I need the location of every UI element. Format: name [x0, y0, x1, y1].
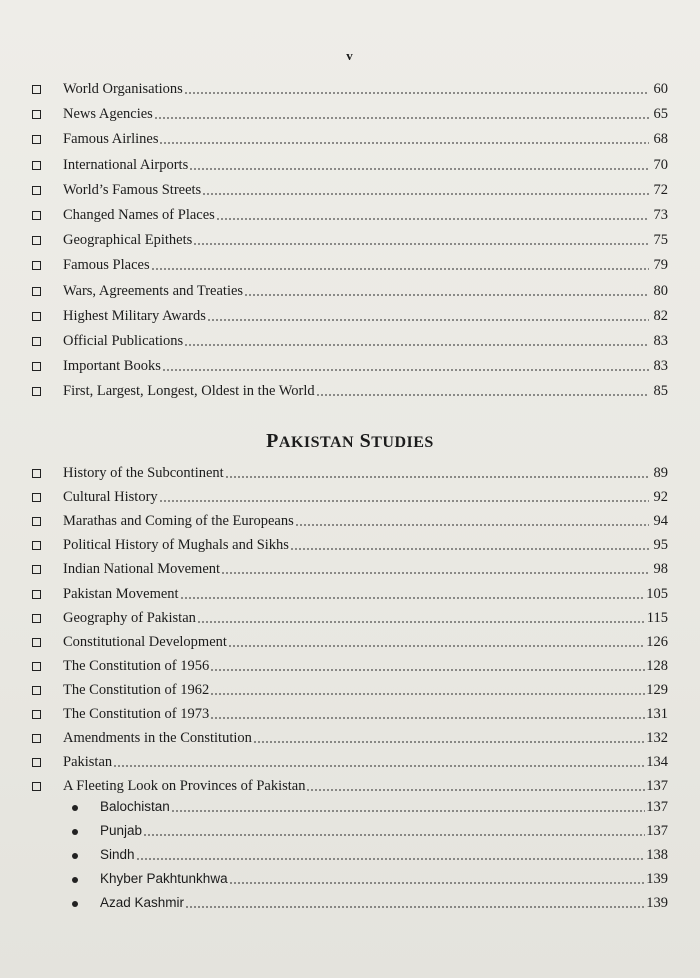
section-heading: [0, 430, 700, 453]
entry-page-number: 73: [653, 207, 668, 223]
entry-page-number: 68: [653, 131, 668, 148]
entry-page-number: 131: [646, 706, 668, 722]
entry-title: Cultural History: [63, 489, 158, 506]
dot-leader: [184, 92, 649, 94]
bullet-icon: [72, 805, 78, 811]
entry-title: Balochistan: [100, 799, 170, 814]
dot-leader: [197, 621, 646, 623]
dot-leader: [210, 717, 645, 719]
toc-subentry: [32, 868, 668, 888]
toc-entry: [32, 727, 668, 747]
entry-page-number: 83: [653, 358, 668, 375]
dot-leader: [253, 741, 645, 743]
entry-title: Highest Military Awards: [63, 307, 206, 324]
entry-title: Marathas and Coming of the Europeans: [63, 513, 294, 530]
dot-leader: [295, 524, 649, 526]
checkbox-icon: [32, 186, 41, 195]
entry-page-number: 60: [653, 81, 668, 97]
checkbox-icon: [32, 85, 41, 94]
checkbox-icon: [32, 686, 41, 695]
checkbox-icon: [32, 337, 41, 346]
entry-page-number: 94: [653, 513, 668, 530]
toc-entry: [32, 254, 668, 274]
dot-leader: [154, 117, 649, 119]
dot-leader: [202, 193, 649, 195]
toc-entry: [32, 78, 668, 98]
entry-page-number: 134: [646, 754, 668, 771]
toc-entry: [32, 229, 668, 249]
dot-leader: [306, 789, 645, 791]
dot-leader: [193, 243, 649, 245]
entry-title: Azad Kashmir: [100, 895, 185, 910]
toc-entry: [32, 631, 668, 651]
checkbox-icon: [32, 362, 41, 371]
dot-leader: [244, 294, 649, 296]
toc-entry: [32, 607, 668, 627]
entry-title: Official Publications: [63, 333, 184, 349]
dot-leader: [184, 344, 649, 346]
entry-title: The Constitution of 1962: [63, 681, 210, 698]
checkbox-icon: [32, 493, 41, 502]
entry-title: Amendments in the Constitution: [63, 730, 252, 747]
dot-leader: [159, 500, 649, 502]
toc-entry: [32, 204, 668, 224]
checkbox-icon: [32, 135, 41, 144]
checkbox-icon: [32, 782, 41, 791]
entry-title: Punjab: [100, 823, 143, 838]
toc-entry: [32, 583, 668, 603]
entry-page-number: 132: [646, 730, 668, 747]
checkbox-icon: [32, 236, 41, 245]
checkbox-icon: [32, 261, 41, 270]
entry-title: First, Largest, Longest, Oldest in the World: [63, 383, 315, 400]
checkbox-icon: [32, 387, 41, 396]
toc-entry: [32, 355, 668, 375]
entry-page-number: 137: [646, 778, 668, 795]
dot-leader: [159, 142, 649, 144]
entry-page-number: 70: [653, 156, 668, 173]
toc-entry: [32, 534, 668, 554]
entry-title: World’s Famous Streets: [63, 181, 202, 198]
entry-page-number: 95: [653, 537, 668, 554]
dot-leader: [210, 693, 645, 695]
dot-leader: [171, 810, 645, 812]
entry-title: Khyber Pakhtunkhwa: [100, 871, 228, 886]
entry-title: Geographical Epithets: [63, 232, 193, 249]
dot-leader: [229, 882, 646, 884]
checkbox-icon: [32, 287, 41, 296]
entry-title: The Constitution of 1973: [63, 706, 210, 722]
heading-initial: P: [266, 430, 279, 452]
entry-page-number: 139: [646, 871, 668, 887]
dot-leader: [228, 645, 645, 647]
entry-title: Famous Places: [63, 257, 150, 274]
dot-leader: [225, 476, 649, 478]
dot-leader: [162, 369, 649, 371]
dot-leader: [221, 572, 649, 574]
entry-title: The Constitution of 1956: [63, 657, 210, 674]
checkbox-icon: [32, 312, 41, 321]
bullet-icon: [72, 877, 78, 883]
entry-page-number: 105: [646, 585, 668, 602]
toc-entry: [32, 775, 668, 795]
toc-entry: [32, 558, 668, 578]
entry-title: Indian National Movement: [63, 561, 221, 578]
toc-entry: [32, 510, 668, 530]
dot-leader: [180, 597, 646, 599]
checkbox-icon: [32, 541, 41, 550]
heading-rest: TUDIES: [371, 434, 434, 451]
entry-page-number: 85: [653, 383, 668, 400]
entry-page-number: 126: [646, 633, 668, 650]
toc-entry: [32, 280, 668, 300]
toc-entry: [32, 655, 668, 675]
bullet-icon: [72, 901, 78, 907]
checkbox-icon: [32, 110, 41, 119]
entry-title: Pakistan Movement: [63, 585, 179, 602]
entry-title: International Airports: [63, 156, 189, 173]
entry-title: History of the Subcontinent: [63, 465, 224, 481]
toc-entry: [32, 486, 668, 506]
dot-leader: [210, 669, 645, 671]
entry-page-number: 137: [646, 799, 668, 815]
entry-page-number: 75: [653, 232, 668, 249]
entry-page-number: 98: [653, 561, 668, 578]
entry-title: World Organisations: [63, 81, 183, 97]
checkbox-icon: [32, 710, 41, 719]
checkbox-icon: [32, 638, 41, 647]
entry-title: Important Books: [63, 358, 161, 375]
entry-title: Pakistan: [63, 754, 113, 771]
checkbox-icon: [32, 161, 41, 170]
entry-title: Wars, Agreements and Treaties: [63, 282, 244, 299]
dot-leader: [316, 394, 649, 396]
checkbox-icon: [32, 469, 41, 478]
bullet-icon: [72, 829, 78, 835]
entry-page-number: 89: [653, 465, 668, 481]
toc-subentry: [32, 796, 668, 816]
entry-page-number: 115: [646, 609, 668, 626]
entry-title: A Fleeting Look on Provinces of Pakistan: [63, 778, 306, 795]
entry-page-number: 129: [646, 681, 668, 698]
entry-page-number: 79: [653, 257, 668, 274]
dot-leader: [136, 858, 646, 860]
entry-title: Sindh: [100, 847, 135, 862]
entry-page-number: 128: [646, 657, 668, 674]
checkbox-icon: [32, 758, 41, 767]
dot-leader: [189, 168, 649, 170]
toc-entry: [32, 330, 668, 350]
dot-leader: [185, 906, 645, 908]
toc-entry: [32, 103, 668, 123]
entry-page-number: 139: [646, 895, 668, 911]
checkbox-icon: [32, 734, 41, 743]
entry-page-number: 137: [646, 823, 668, 839]
checkbox-icon: [32, 614, 41, 623]
dot-leader: [113, 765, 645, 767]
entry-page-number: 65: [653, 106, 668, 123]
toc-entry: [32, 179, 668, 199]
toc-subentry: [32, 892, 668, 912]
heading-rest: AKISTAN: [278, 434, 355, 451]
toc-subentry: [32, 844, 668, 864]
entry-title: Changed Names of Places: [63, 207, 215, 223]
dot-leader: [151, 268, 649, 270]
entry-title: Geography of Pakistan: [63, 609, 196, 626]
entry-page-number: 83: [653, 333, 668, 349]
entry-title: Famous Airlines: [63, 131, 159, 148]
toc-entry: [32, 128, 668, 148]
entry-page-number: 82: [653, 307, 668, 324]
entry-title: Constitutional Development: [63, 633, 227, 650]
bullet-icon: [72, 853, 78, 859]
checkbox-icon: [32, 565, 41, 574]
toc-subentry: [32, 820, 668, 840]
entry-title: News Agencies: [63, 106, 153, 123]
heading-initial: S: [359, 430, 372, 452]
toc-entry: [32, 380, 668, 400]
dot-leader: [290, 548, 649, 550]
toc-entry: [32, 751, 668, 771]
dot-leader: [207, 319, 649, 321]
checkbox-icon: [32, 590, 41, 599]
dot-leader: [143, 834, 645, 836]
dot-leader: [216, 218, 649, 220]
toc-entry: [32, 462, 668, 482]
toc-entry: [32, 154, 668, 174]
page-number: v: [346, 48, 354, 63]
checkbox-icon: [32, 662, 41, 671]
entry-page-number: 80: [653, 282, 668, 299]
entry-title: Political History of Mughals and Sikhs: [63, 537, 289, 554]
entry-page-number: 72: [653, 181, 668, 198]
toc-entry: [32, 703, 668, 723]
toc-entry: [32, 305, 668, 325]
checkbox-icon: [32, 211, 41, 220]
toc-entry: [32, 679, 668, 699]
entry-page-number: 138: [646, 847, 668, 863]
checkbox-icon: [32, 517, 41, 526]
entry-page-number: 92: [653, 489, 668, 506]
